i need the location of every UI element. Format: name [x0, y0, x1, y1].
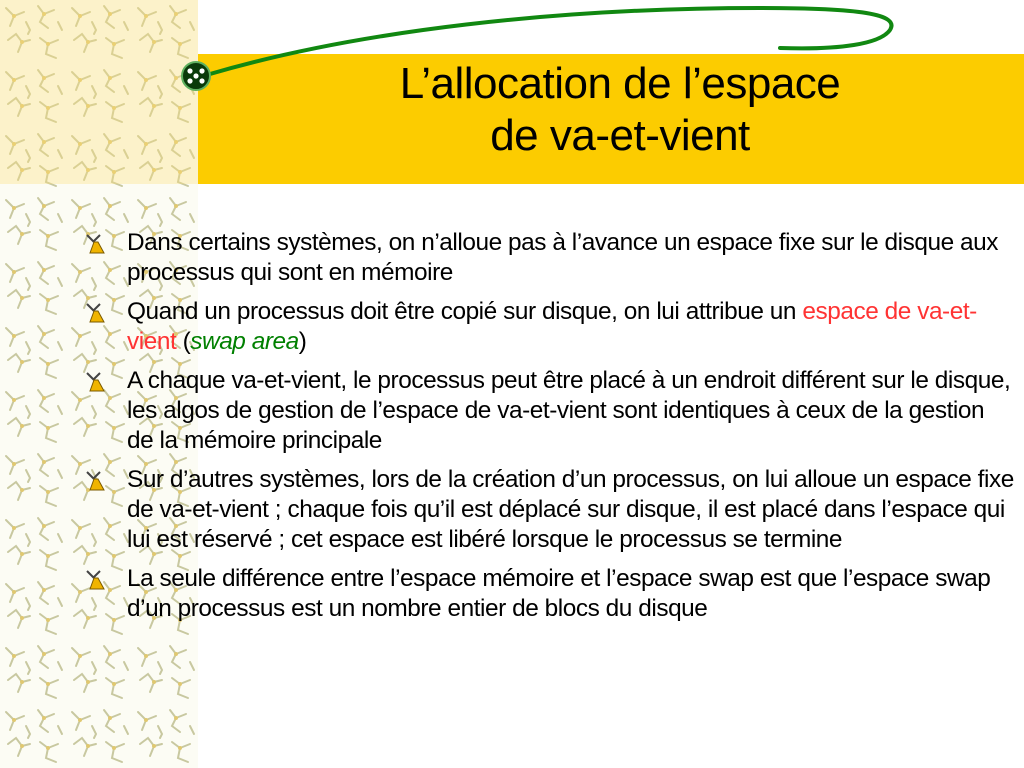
bullet-list [84, 228, 1014, 633]
bullet-text: Sur d’autres systèmes, lors de la création d’un processus, on lui alloue un espace fixe de va-et-vient ; chaque fois qu’il est déplacé sur disque, il est placé dans l’espace qui lui est réservé ; cet espace est libéré lorsque le processus se termine [127, 466, 1014, 553]
bullet-text: Quand un processus doit être copié sur disque, on lui attribue un [127, 298, 803, 325]
slide-title-line1: L’allocation de l’espace [399, 59, 841, 108]
bullet-item [84, 564, 1014, 624]
paren-open: ( [176, 328, 191, 355]
swap-term-french: espace de va-et-vient [127, 298, 977, 355]
slide-title [340, 58, 900, 162]
thumbtack-pin-icon [84, 233, 108, 255]
swap-term-english: swap area [190, 328, 299, 355]
slide-title-line2: de va-et-vient [490, 111, 750, 160]
bullet-text: Dans certains systèmes, on n’alloue pas à l’avance un espace fixe sur le disque aux processus qui sont en mémoire [127, 229, 999, 286]
bullet-item [84, 297, 1014, 357]
thumbtack-pin-icon [84, 302, 108, 324]
bullet-item [84, 465, 1014, 555]
bullet-item [84, 228, 1014, 288]
bullet-text: La seule différence entre l’espace mémoire et l’espace swap est que l’espace swap d’un processus est un nombre entier de blocs du disque [127, 565, 991, 622]
thumbtack-pin-icon [84, 569, 108, 591]
thumbtack-pin-icon [84, 371, 108, 393]
paren-close: ) [298, 328, 307, 355]
bullet-text: A chaque va-et-vient, le processus peut être placé à un endroit différent sur le disque, les algos de gestion de l’espace de va-et-vient sont identiques à ceux de la gestion de la mémoire principale [127, 367, 1011, 454]
bullet-item [84, 366, 1014, 456]
thumbtack-pin-icon [84, 470, 108, 492]
